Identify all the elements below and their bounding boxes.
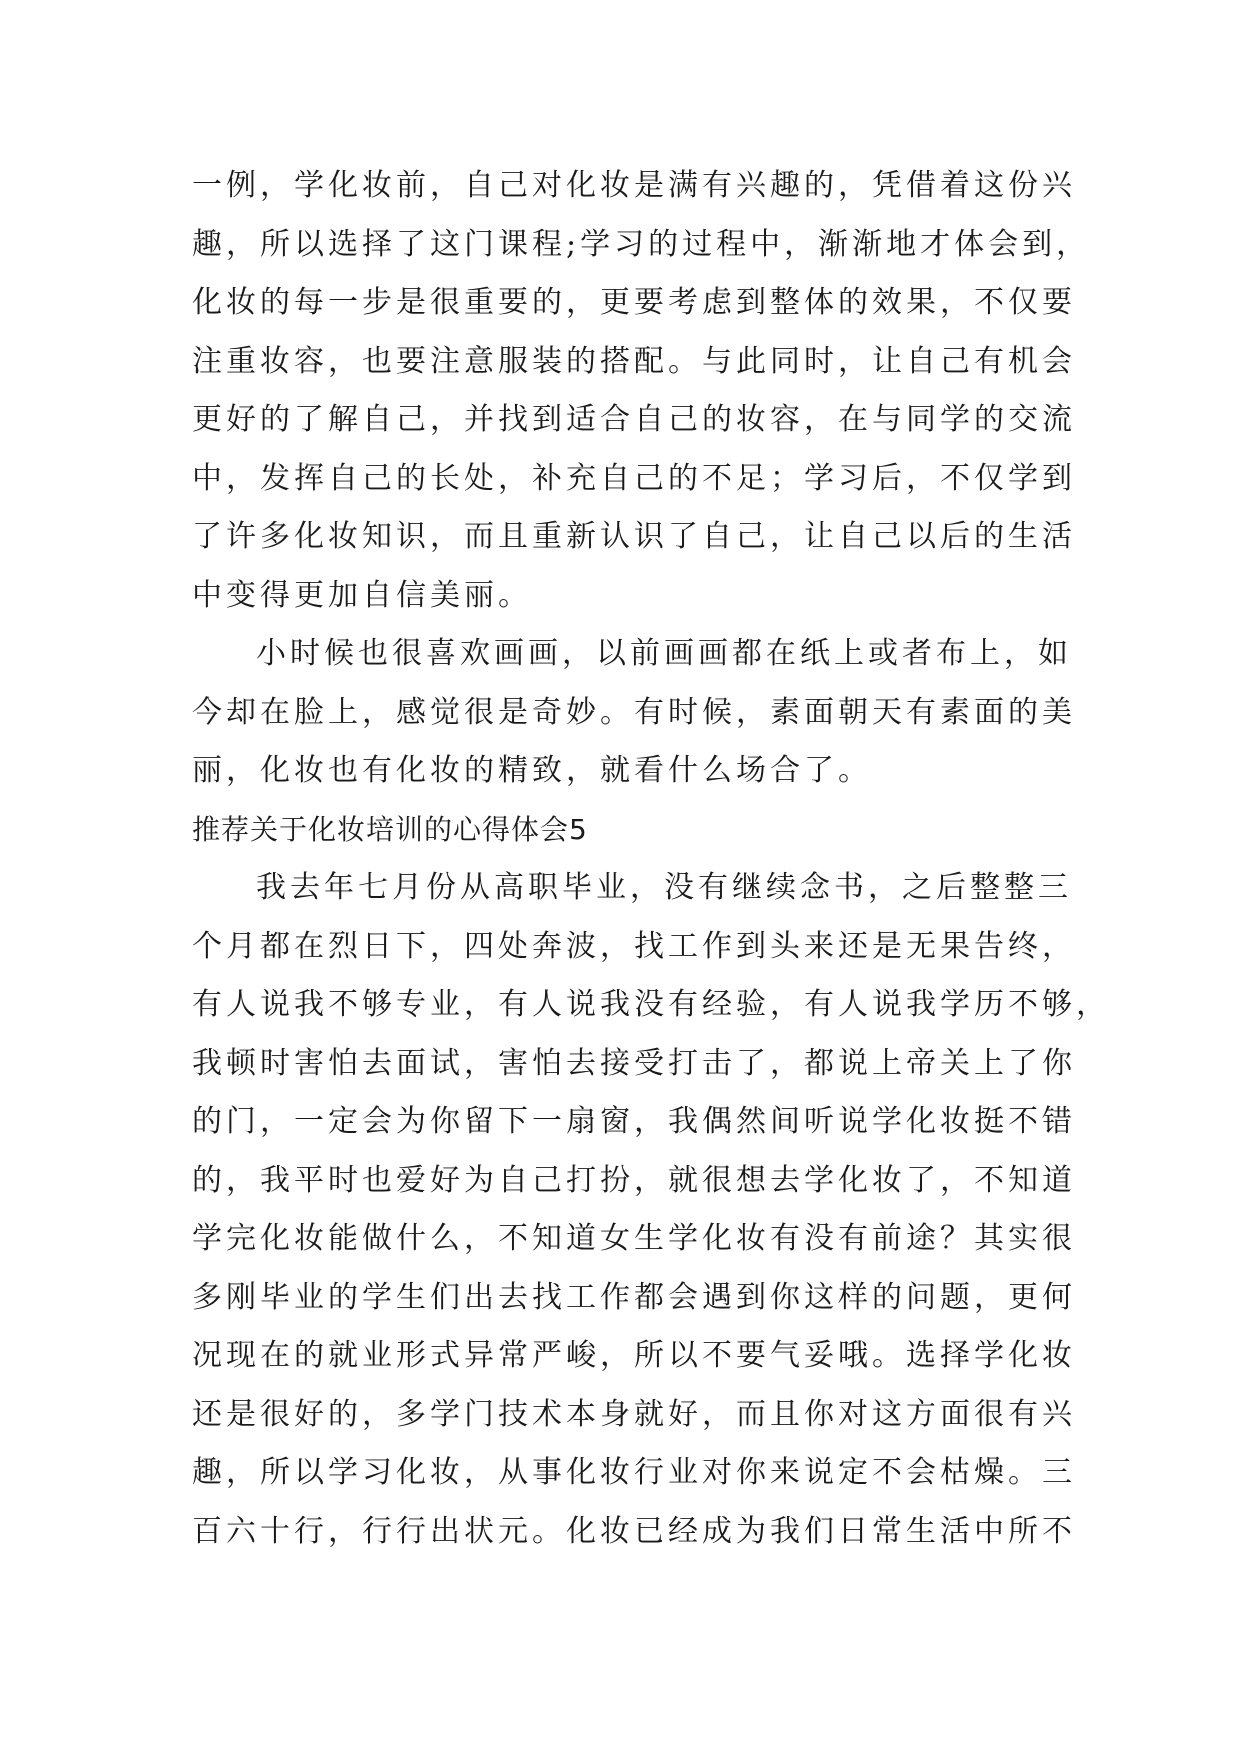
text-line: 今却在脸上，感觉很是奇妙。有时候，素面朝天有素面的美 — [192, 694, 1076, 730]
text-line: 中，发挥自己的长处，补充自己的不足；学习后，不仅学到 — [192, 460, 1076, 496]
text-line: 更好的了解自己，并找到适合自己的妆容，在与同学的交流 — [192, 402, 1076, 437]
text-line: 一例，学化妆前，自己对化妆是满有兴趣的，凭借着这份兴 — [192, 168, 1076, 203]
section-heading: 推荐关于化妆培训的心得体会5 — [192, 812, 588, 846]
text-line: 的，我平时也爱好为自己打扮，就很想去学化妆了，不知道 — [192, 1162, 1076, 1198]
paragraph-1 — [192, 157, 1091, 625]
text-line: 化妆的每一步是很重要的，更要考虑到整体的效果，不仅要 — [192, 285, 1076, 320]
text-line: 趣，所以学习化妆，从事化妆行业对你来说定不会枯燥。三 — [192, 1455, 1076, 1490]
text-line: 百六十行，行行出状元。化妆已经成为我们日常生活中所不 — [192, 1513, 1076, 1549]
text-line: 丽，化妆也有化妆的精致，就看什么场合了。 — [192, 753, 872, 788]
paragraph-3 — [192, 859, 1110, 1561]
text-line: 的门，一定会为你留下一扇窗，我偶然间听说学化妆挺不错 — [192, 1104, 1076, 1139]
text-line: 了许多化妆知识，而且重新认识了自己，让自己以后的生活 — [192, 519, 1076, 554]
text-line: 我顿时害怕去面试，害怕去接受打击了，都说上帝关上了你 — [192, 1045, 1076, 1081]
text-line: 多刚毕业的学生们出去找工作都会遇到你这样的问题，更何 — [192, 1279, 1076, 1315]
text-line: 学完化妆能做什么，不知道女生学化妆有没有前途？其实很 — [192, 1221, 1076, 1256]
text-line: 小时候也很喜欢画画，以前画画都在纸上或者布上，如 — [256, 636, 1072, 671]
text-line: 趣，所以选择了这门课程;学习的过程中，渐渐地才体会到， — [192, 226, 1091, 262]
paragraph-2 — [192, 625, 1076, 801]
text-line: 我去年七月份从高职毕业，没有继续念书，之后整整三 — [256, 870, 1072, 905]
document-body — [192, 157, 1110, 1561]
text-line: 个月都在烈日下，四处奔波，找工作到头来还是无果告终， — [192, 928, 1076, 964]
text-line: 况现在的就业形式异常严峻，所以不要气妥哦。选择学化妆 — [192, 1338, 1076, 1373]
text-line: 有人说我不够专业，有人说我没有经验，有人说我学历不够， — [192, 987, 1110, 1022]
text-line: 注重妆容，也要注意服装的搭配。与此同时，让自己有机会 — [192, 343, 1076, 379]
text-line: 中变得更加自信美丽。 — [192, 577, 532, 613]
text-line: 还是很好的，多学门技术本身就好，而且你对这方面很有兴 — [192, 1396, 1076, 1432]
